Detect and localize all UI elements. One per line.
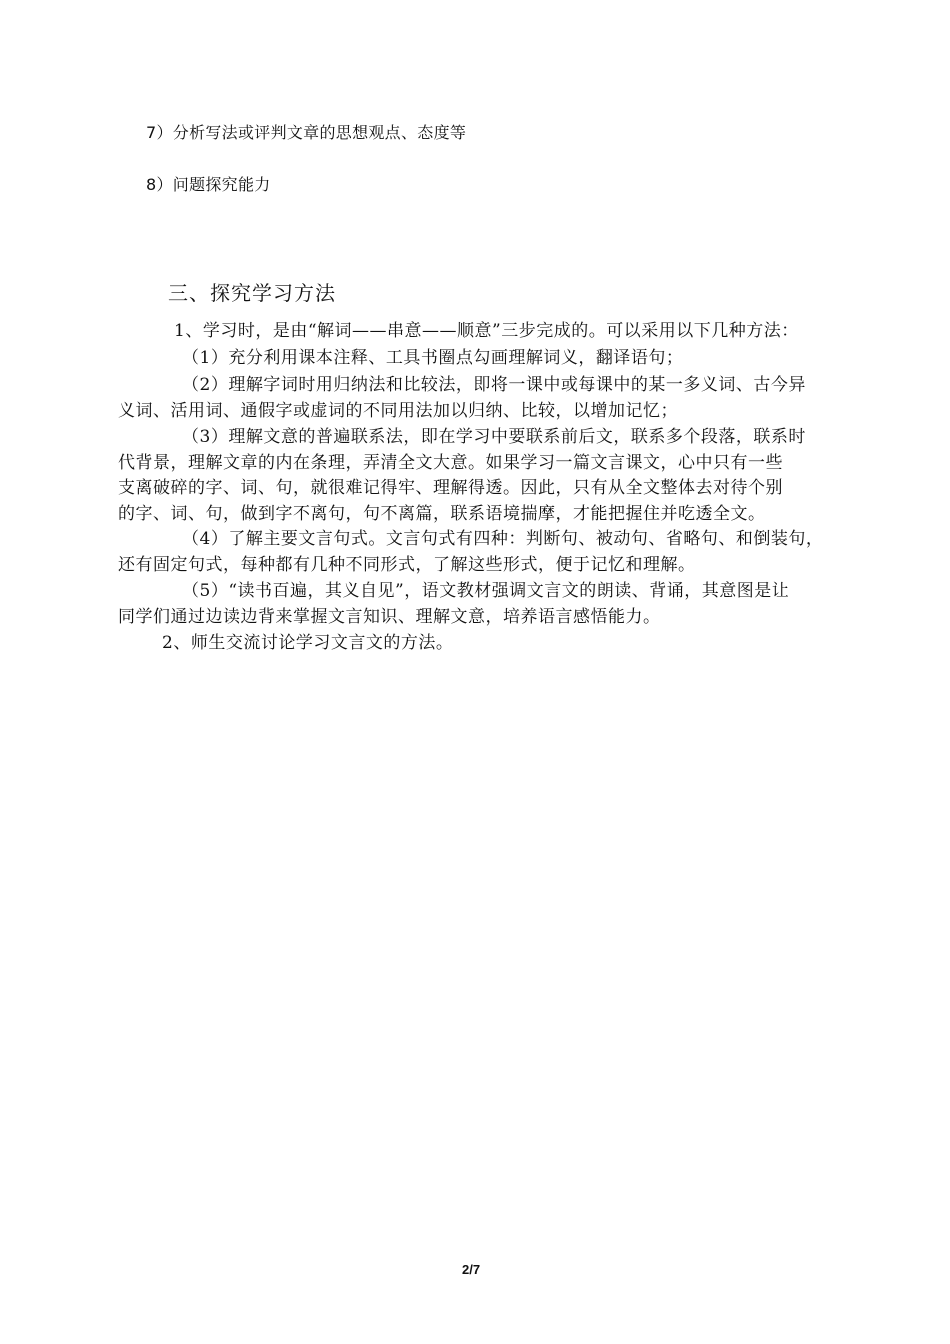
method-1: （1）充分利用课本注释、工具书圈点勾画理解词义，翻译语句； (182, 348, 684, 368)
method-2-line-1: （2）理解字词时用归纳法和比较法，即将一课中或每课中的某一多义词、古今异 (182, 375, 806, 395)
method-2-line-2: 义词、活用词、通假字或虚词的不同用法加以归纳、比较，以增加记忆； (118, 401, 678, 421)
method-3-line-3: 支离破碎的字、词、句，就很难记得牢、理解得透。因此，只有从全文整体去对待个别 (118, 478, 783, 498)
method-4-line-1: （4）了解主要文言句式。文言句式有四种：判断句、被动句、省略句、和倒装句， (182, 529, 824, 549)
method-5-line-1: （5）“读书百遍，其义自见”，语文教材强调文言文的朗读、背诵，其意图是让 (182, 581, 790, 601)
section-heading: 三、探究学习方法 (168, 281, 336, 305)
method-3-line-1: （3）理解文意的普遍联系法，即在学习中要联系前后文，联系多个段落，联系时 (182, 427, 806, 447)
method-4-line-2: 还有固定句式，每种都有几种不同形式，了解这些形式，便于记忆和理解。 (118, 555, 696, 575)
point-2: 2、师生交流讨论学习文言文的方法。 (162, 633, 454, 653)
method-3-line-4: 的字、词、句，做到字不离句，句不离篇，联系语境揣摩，才能把握住并吃透全文。 (118, 504, 766, 524)
method-5-line-2: 同学们通过边读边背来掌握文言知识、理解文意，培养语言感悟能力。 (118, 607, 661, 627)
list-item-7: 7）分析写法或评判文章的思想观点、态度等 (146, 123, 467, 142)
point-1: 1、学习时，是由“解词——串意——顺意”三步完成的。可以采用以下几种方法： (174, 321, 799, 341)
method-3-line-2: 代背景，理解文章的内在条理，弄清全文大意。如果学习一篇文言课文，心中只有一些 (118, 453, 783, 473)
list-item-8: 8）问题探究能力 (146, 175, 271, 194)
page-number: 2/7 (462, 1262, 481, 1277)
